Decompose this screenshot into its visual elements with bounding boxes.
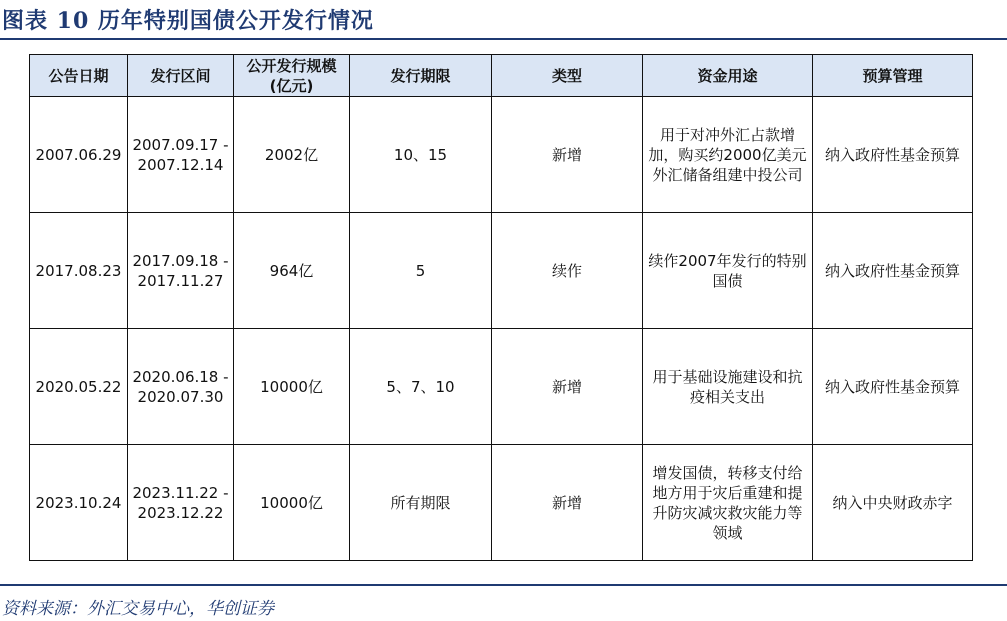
cell-issue-size: 10000亿 <box>234 445 350 561</box>
header-term: 发行期限 <box>350 55 492 97</box>
header-type: 类型 <box>492 55 643 97</box>
cell-issue-period: 2007.09.17 - 2007.12.14 <box>128 97 234 213</box>
cell-announce-date: 2017.08.23 <box>30 213 128 329</box>
cell-type: 续作 <box>492 213 643 329</box>
cell-term: 所有期限 <box>350 445 492 561</box>
cell-term: 10、15 <box>350 97 492 213</box>
cell-issue-size: 964亿 <box>234 213 350 329</box>
cell-term: 5 <box>350 213 492 329</box>
header-announce-date: 公告日期 <box>30 55 128 97</box>
cell-type: 新增 <box>492 329 643 445</box>
cell-issue-size: 2002亿 <box>234 97 350 213</box>
cell-issue-period: 2020.06.18 - 2020.07.30 <box>128 329 234 445</box>
cell-budget: 纳入政府性基金预算 <box>813 97 973 213</box>
table-header-row <box>30 55 973 97</box>
cell-fund-use: 用于基础设施建设和抗疫相关支出 <box>643 329 813 445</box>
cell-fund-use: 增发国债，转移支付给地方用于灾后重建和提升防灾减灾救灾能力等领域 <box>643 445 813 561</box>
header-budget: 预算管理 <box>813 55 973 97</box>
figure-title: 图表 10 历年特别国债公开发行情况 <box>2 8 374 34</box>
cell-issue-period: 2023.11.22 - 2023.12.22 <box>128 445 234 561</box>
table-row <box>30 213 973 329</box>
cell-budget: 纳入中央财政赤字 <box>813 445 973 561</box>
table-row <box>30 445 973 561</box>
source-divider <box>0 584 1007 586</box>
cell-announce-date: 2020.05.22 <box>30 329 128 445</box>
title-divider <box>0 38 1007 40</box>
cell-type: 新增 <box>492 445 643 561</box>
cell-issue-period: 2017.09.18 - 2017.11.27 <box>128 213 234 329</box>
cell-budget: 纳入政府性基金预算 <box>813 329 973 445</box>
cell-announce-date: 2023.10.24 <box>30 445 128 561</box>
cell-term: 5、7、10 <box>350 329 492 445</box>
cell-issue-size: 10000亿 <box>234 329 350 445</box>
header-issue-size: 公开发行规模(亿元) <box>234 55 350 97</box>
cell-fund-use: 用于对冲外汇占款增加，购买约2000亿美元外汇储备组建中投公司 <box>643 97 813 213</box>
table-row <box>30 97 973 213</box>
header-issue-period: 发行区间 <box>128 55 234 97</box>
header-fund-use: 资金用途 <box>643 55 813 97</box>
source-note: 资料来源：外汇交易中心，华创证券 <box>2 599 274 619</box>
table-row <box>30 329 973 445</box>
cell-announce-date: 2007.06.29 <box>30 97 128 213</box>
cell-fund-use: 续作2007年发行的特别国债 <box>643 213 813 329</box>
cell-type: 新增 <box>492 97 643 213</box>
special-bond-table <box>29 54 973 561</box>
cell-budget: 纳入政府性基金预算 <box>813 213 973 329</box>
